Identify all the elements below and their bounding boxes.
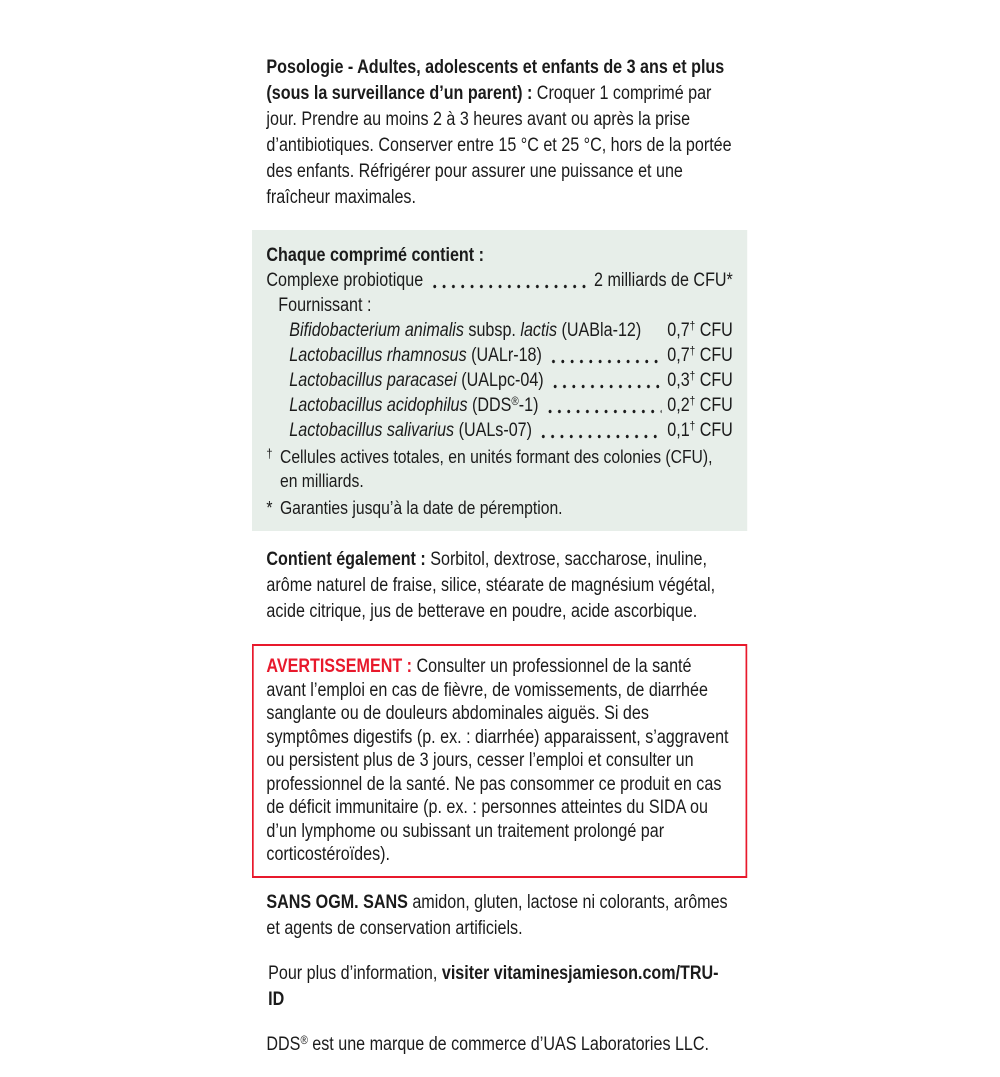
warning-box: [252, 644, 747, 878]
dosage-heading: Posologie - Adultes, adolescents et enfants de 3 ans et plus (sous la surveillance d’un parent) :: [266, 57, 725, 104]
strain-value: 0,1† CFU: [667, 420, 733, 441]
strain-name: Bifidobacterium animalis subsp. lactis (UABla-12): [289, 320, 642, 341]
strain-value: 0,3† CFU: [667, 370, 733, 391]
info-lead-text: Pour plus d’information,: [268, 962, 442, 984]
strain-name: Lactobacillus paracasei (UALpc-04): [289, 370, 544, 391]
footnote-dagger: [266, 445, 732, 493]
strain-value: 0,2† CFU: [667, 395, 733, 416]
claims-heading: SANS OGM. SANS: [266, 891, 408, 913]
dosage-text: Croquer 1 comprimé par jour. Prendre au moins 2 à 3 heures avant ou après la prise d’antibiotiques. Conserver entre 15 °C et 25 °C, hors de la portée des enfants. Réfrigérer pour assurer une puissance et une fraîcheur maximales.: [266, 83, 732, 208]
strain-name: Lactobacillus rhamnosus (UALr-18): [289, 345, 542, 366]
providing-label: Fournissant :: [278, 295, 372, 316]
dagger-marker: †: [266, 446, 273, 461]
strain-row: [266, 418, 732, 443]
leader-space: [648, 334, 661, 339]
strain-row: [266, 318, 732, 343]
warning-text: Consulter un professionnel de la santé avant l’emploi en cas de fièvre, de vomissements, de diarrhée sanglante ou de douleurs abdominales aiguës. Si des symptômes digestifs (p. ex. : diarrhée) apparaissent, s’aggravent ou persistent plus de 3 jours, cesser l’emploi et consulter un professionnel de la santé. Ne pas consommer ce produit en cas de déficit immunitaire (p. ex. : personnes atteintes du SIDA ou d’un lymphome ou subissant un traitement prolongé par corticostéroïdes).: [266, 656, 729, 865]
panel-heading: Chaque comprimé contient :: [266, 245, 484, 266]
leader-dots: [539, 434, 662, 439]
supplement-facts-panel: [252, 230, 747, 531]
dosage-paragraph: [252, 55, 747, 211]
other-ingredients-paragraph: [252, 547, 747, 625]
leader-dots: [549, 359, 662, 364]
other-ingredients-text: Sorbitol, dextrose, saccharose, inuline, arôme naturel de fraise, silice, stéarate de magnésium végétal, acide citrique, jus de betterave en poudre, acide ascorbique.: [266, 549, 716, 622]
footnote-asterisk: [266, 496, 732, 520]
strain-rows: [266, 318, 732, 443]
probiotic-complex-row: [266, 268, 732, 293]
strain-value: 0,7† CFU: [667, 345, 733, 366]
leader-dots: [550, 384, 661, 389]
claims-paragraph: [252, 890, 747, 942]
info-line: [252, 961, 747, 1013]
warning-heading: AVERTISSEMENT :: [266, 656, 413, 677]
strain-value: 0,7† CFU: [667, 320, 733, 341]
strain-row: [266, 393, 732, 418]
leader-dots: [545, 409, 661, 414]
asterisk-marker: *: [266, 497, 273, 518]
footnote-asterisk-text: Garanties jusqu’à la date de péremption.: [279, 497, 563, 518]
website-text: visiter vitaminesjamieson.com/TRU-ID: [268, 962, 719, 1010]
trademark-pre: DDS: [266, 1033, 301, 1055]
footnote-dagger-text: Cellules actives totales, en unités formant des colonies (CFU), en milliards.: [279, 446, 713, 491]
claims-text: amidon, gluten, lactose ni colorants, arômes et agents de conservation artificiels.: [266, 891, 728, 939]
trademark-post: est une marque de commerce d’UAS Laboratories LLC.: [307, 1033, 710, 1055]
strain-row: [266, 343, 732, 368]
registered-mark: ®: [300, 1033, 308, 1047]
other-ingredients-heading: Contient également :: [266, 549, 426, 570]
leader-dots: [430, 284, 588, 289]
complex-value: 2 milliards de CFU*: [594, 270, 733, 291]
strain-name: Lactobacillus salivarius (UALs-07): [289, 420, 532, 441]
trademark-line: [252, 1032, 747, 1058]
strain-row: [266, 368, 732, 393]
product-label-back-panel: [252, 0, 747, 1077]
strain-name: Lactobacillus acidophilus (DDS®-1): [289, 395, 539, 416]
complex-label: Complexe probiotique: [266, 270, 424, 291]
